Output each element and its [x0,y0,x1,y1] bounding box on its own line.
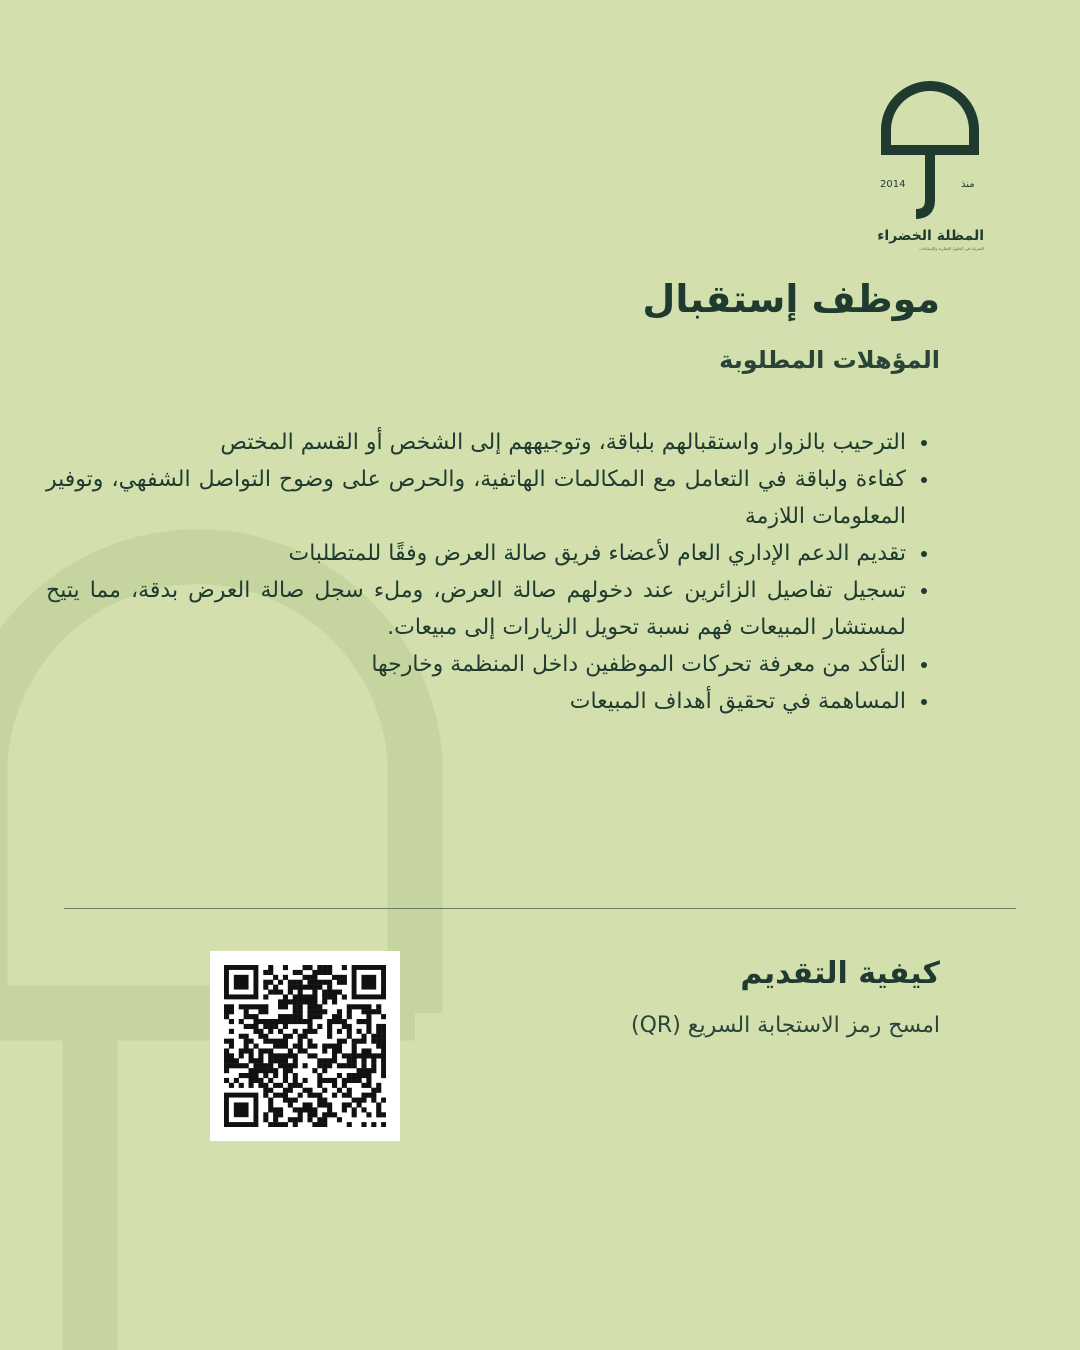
logo-since-year: 2014 [880,179,906,190]
apply-instruction: امسح رمز الاستجابة السريع (QR) [631,1013,940,1038]
requirement-item: • التأكد من معرفة تحركات الموظفين داخل المنظمة وخارجها [46,646,908,683]
requirements-list [46,424,930,720]
section-divider [64,908,1016,909]
brand-name: المظلة الخضراء [877,228,984,244]
requirement-item: • الترحيب بالزوار واستقبالهم بلباقة، وتوجيههم إلى الشخص أو القسم المختص [46,424,908,461]
requirement-item: • المساهمة في تحقيق أهداف المبيعات [46,683,908,720]
brand-tagline: الشريك في الحلول العقارية والإنشاءات [919,246,984,251]
job-title: موظف إستقبال [642,277,940,321]
logo-since-label: منذ [961,179,975,190]
requirement-item: • كفاءة ولباقة في التعامل مع المكالمات الهاتفية، والحرص على وضوح التواصل الشفهي، وتوفير المعلومات اللازمة [46,461,908,535]
qr-code-icon [224,965,386,1127]
requirement-item: • تسجيل تفاصيل الزائرين عند دخولهم صالة العرض، وملء سجل صالة العرض بدقة، مما يتيح لمستشار المبيعات فهم نسبة تحويل الزيارات إلى مبيعات. [46,572,908,646]
requirement-item: • تقديم الدعم الإداري العام لأعضاء فريق صالة العرض وفقًا للمتطلبات [46,535,908,572]
apply-heading: كيفية التقديم [740,956,940,991]
qr-code[interactable] [210,951,400,1141]
qualifications-heading: المؤهلات المطلوبة [719,346,940,374]
